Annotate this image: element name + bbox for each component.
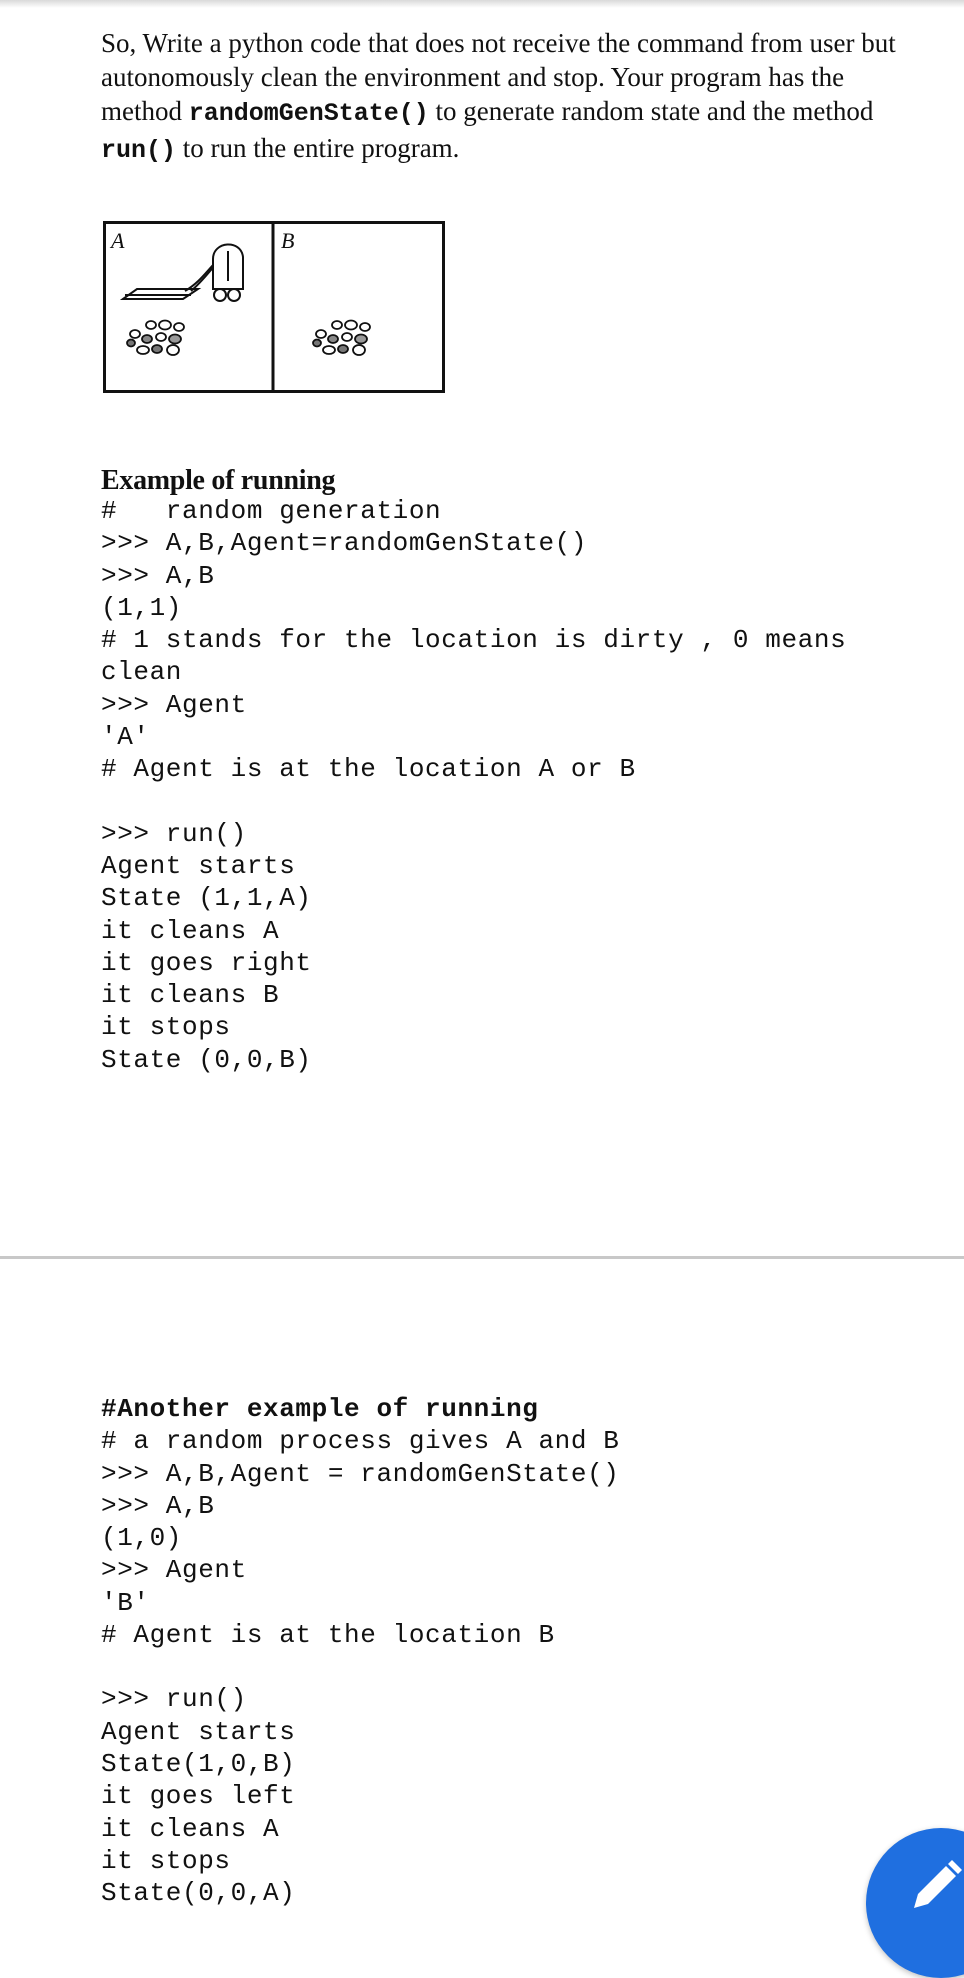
example-1 — [101, 465, 954, 1076]
code-line: (1,0) — [101, 1523, 183, 1554]
run-output-line: it cleans A — [101, 915, 280, 946]
run-output-line: Agent starts — [101, 850, 296, 881]
run-output-line: >>> run() — [101, 818, 247, 849]
code-line: 'B' — [101, 1587, 150, 1618]
run-output-line: it stops — [101, 1845, 231, 1876]
example-2-heading: #Another example of running — [101, 1394, 539, 1424]
code-line: >>> A,B,Agent=randomGenState() — [101, 528, 588, 559]
intro-line-4 — [101, 131, 954, 168]
run-output-line: >>> run() — [101, 1684, 247, 1715]
example-1-heading: Example of running — [101, 465, 336, 496]
run-output-line: State (1,1,A) — [101, 883, 312, 914]
code-line: >>> A,B,Agent = randomGenState() — [101, 1458, 620, 1489]
run-output-line: State(1,0,B) — [101, 1748, 296, 1779]
code-line: >>> Agent — [101, 1555, 247, 1586]
intro-line-3 — [101, 94, 954, 131]
code-line: # Agent is at the location B — [101, 1620, 555, 1651]
run-output-line: it cleans A — [101, 1813, 280, 1844]
code-line: (1,1) — [101, 592, 183, 623]
code-line: # Agent is at the location A or B — [101, 754, 636, 785]
room-b-label: B — [281, 228, 295, 253]
run-output-line: it goes left — [101, 1781, 296, 1812]
code-line: # 1 stands for the location is dirty , 0 means — [101, 625, 847, 656]
run-output-line: State (0,0,B) — [101, 1044, 312, 1075]
intro-line-1: So, Write a python code that does not receive the command from user but — [101, 28, 896, 58]
run-output-line: it cleans B — [101, 980, 280, 1011]
intro-line-4-text: to run the entire program. — [176, 133, 460, 163]
run-output-line: Agent starts — [101, 1716, 296, 1747]
run-output-line: it goes right — [101, 947, 312, 978]
intro-line-3-text-a: method — [101, 96, 189, 126]
run-output-line: it stops — [101, 1012, 231, 1043]
code-line: # a random process gives A and B — [101, 1426, 620, 1457]
run-output-line: State(0,0,A) — [101, 1878, 296, 1909]
example-2 — [101, 1393, 954, 1909]
page-divider — [0, 1256, 964, 1259]
pencil-icon — [906, 1856, 964, 1916]
randomgenstate-code: randomGenState() — [188, 99, 429, 128]
code-line: # random generation — [101, 496, 442, 526]
code-line: >>> A,B — [101, 560, 215, 591]
vacuum-world-diagram — [103, 221, 445, 393]
vacuum-world-figure — [103, 221, 445, 398]
intro-paragraph — [101, 26, 954, 168]
code-line: 'A' — [101, 722, 150, 753]
intro-line-2: autonomously clean the environment and stop. Your program has the — [101, 62, 845, 92]
top-shadow — [0, 0, 964, 8]
intro-line-3-text-b: to generate random state and the method — [428, 96, 874, 126]
run-code: run() — [101, 136, 177, 165]
code-line: >>> A,B — [101, 1490, 215, 1521]
code-line: >>> Agent — [101, 689, 247, 720]
code-line: clean — [101, 657, 183, 688]
room-a-label: A — [111, 228, 125, 253]
